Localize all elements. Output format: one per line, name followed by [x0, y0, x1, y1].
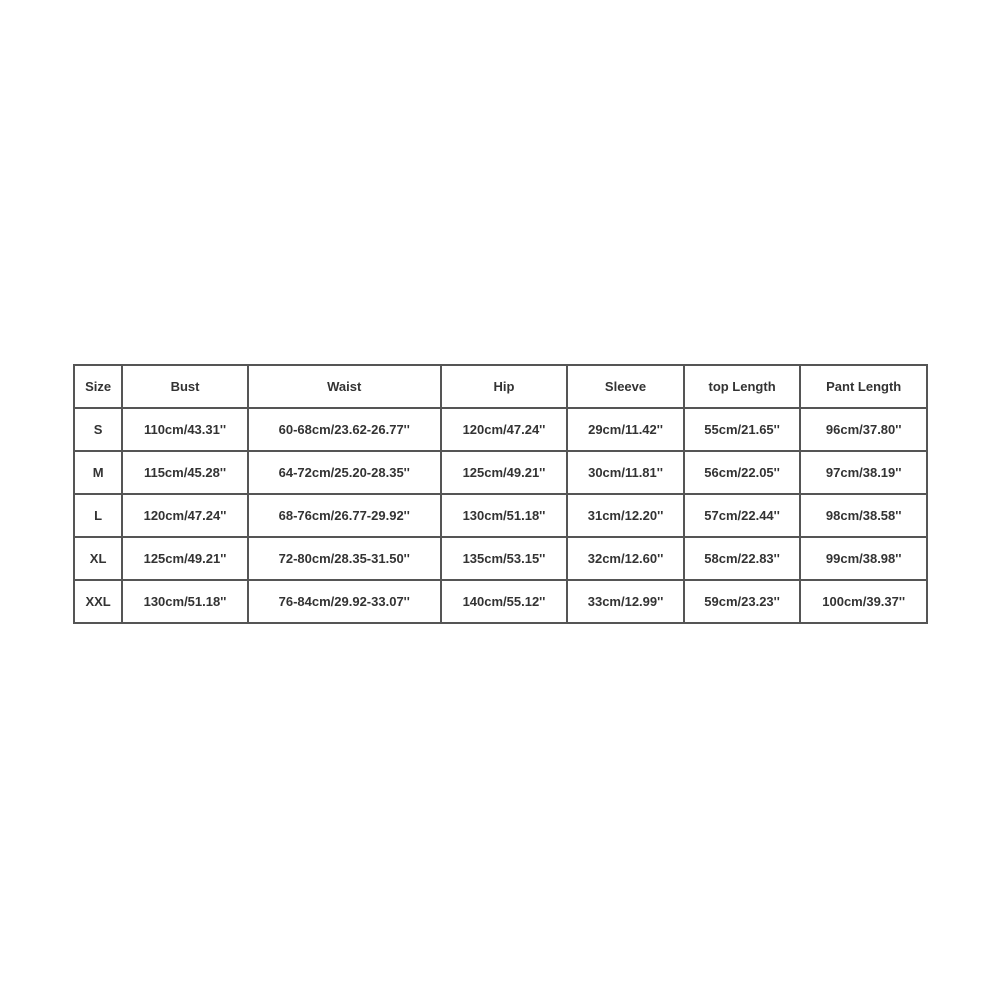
cell-sleeve: 33cm/12.99'': [567, 580, 684, 623]
table-row: [74, 537, 927, 580]
header-waist: Waist: [248, 365, 441, 408]
header-hip: Hip: [441, 365, 568, 408]
cell-bust: 115cm/45.28'': [122, 451, 248, 494]
cell-sleeve: 30cm/11.81'': [567, 451, 684, 494]
cell-size: M: [74, 451, 122, 494]
cell-pant-length: 99cm/38.98'': [800, 537, 927, 580]
cell-sleeve: 31cm/12.20'': [567, 494, 684, 537]
cell-top-length: 56cm/22.05'': [684, 451, 801, 494]
table-row: [74, 580, 927, 623]
cell-pant-length: 98cm/38.58'': [800, 494, 927, 537]
cell-size: S: [74, 408, 122, 451]
cell-top-length: 57cm/22.44'': [684, 494, 801, 537]
cell-sleeve: 32cm/12.60'': [567, 537, 684, 580]
cell-pant-length: 97cm/38.19'': [800, 451, 927, 494]
size-chart-table: [73, 364, 928, 624]
table-row: [74, 451, 927, 494]
header-size: Size: [74, 365, 122, 408]
cell-pant-length: 100cm/39.37'': [800, 580, 927, 623]
header-bust: Bust: [122, 365, 248, 408]
cell-waist: 76-84cm/29.92-33.07'': [248, 580, 441, 623]
cell-pant-length: 96cm/37.80'': [800, 408, 927, 451]
cell-size: L: [74, 494, 122, 537]
cell-sleeve: 29cm/11.42'': [567, 408, 684, 451]
cell-bust: 125cm/49.21'': [122, 537, 248, 580]
header-sleeve: Sleeve: [567, 365, 684, 408]
cell-waist: 64-72cm/25.20-28.35'': [248, 451, 441, 494]
cell-top-length: 58cm/22.83'': [684, 537, 801, 580]
cell-hip: 140cm/55.12'': [441, 580, 568, 623]
cell-top-length: 59cm/23.23'': [684, 580, 801, 623]
cell-waist: 72-80cm/28.35-31.50'': [248, 537, 441, 580]
cell-top-length: 55cm/21.65'': [684, 408, 801, 451]
cell-hip: 120cm/47.24'': [441, 408, 568, 451]
cell-size: XL: [74, 537, 122, 580]
cell-size: XXL: [74, 580, 122, 623]
cell-bust: 120cm/47.24'': [122, 494, 248, 537]
header-top-length: top Length: [684, 365, 801, 408]
cell-hip: 130cm/51.18'': [441, 494, 568, 537]
cell-hip: 125cm/49.21'': [441, 451, 568, 494]
cell-hip: 135cm/53.15'': [441, 537, 568, 580]
cell-waist: 68-76cm/26.77-29.92'': [248, 494, 441, 537]
table-row: [74, 408, 927, 451]
table-row: [74, 494, 927, 537]
header-pant-length: Pant Length: [800, 365, 927, 408]
cell-bust: 110cm/43.31'': [122, 408, 248, 451]
cell-bust: 130cm/51.18'': [122, 580, 248, 623]
header-row: [74, 365, 927, 408]
cell-waist: 60-68cm/23.62-26.77'': [248, 408, 441, 451]
